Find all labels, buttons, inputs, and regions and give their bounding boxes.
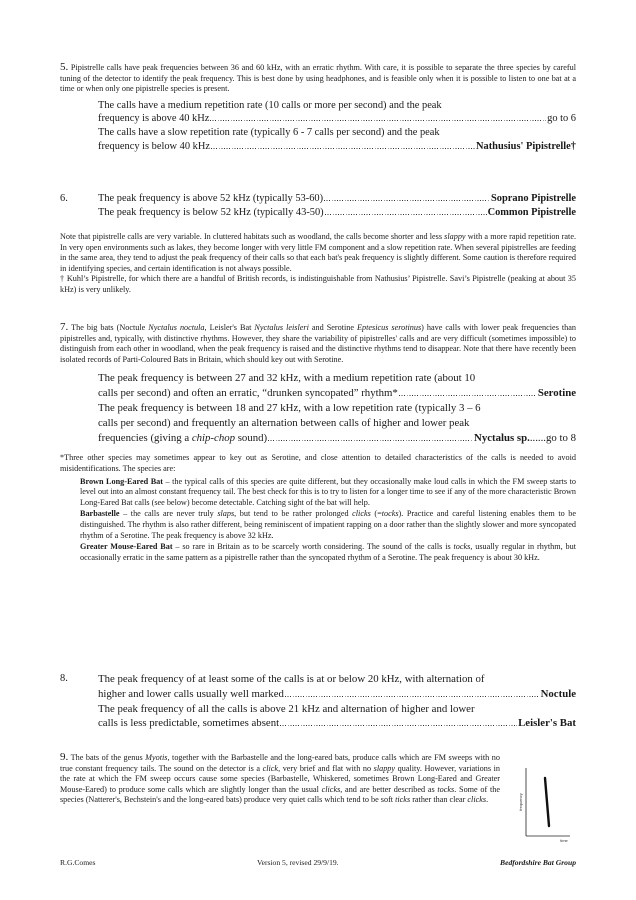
dot-leader <box>280 725 517 726</box>
frequency-axis-label: frequency <box>518 793 523 811</box>
italic-run: clicks <box>352 509 371 519</box>
option-text: The peak frequency is below 52 kHz (typically 43-50) <box>98 206 324 218</box>
species-term: Barbastelle <box>80 509 120 519</box>
couplet-number: 7. <box>60 321 69 333</box>
footer-author: R.G.Comes <box>60 858 96 867</box>
option-result: Nyctalus sp.......go to 8 <box>474 431 576 444</box>
couplet-7 <box>60 322 576 564</box>
bold-run: Nathusius' Pipistrelle† <box>476 140 576 152</box>
species-description: – the typical calls of this species are quite different, but they occasionally make loud calls in which the FM sweep starts to level out into an almost constant frequency tail. The best check for this is to try to listen for a longer time to see if any of the more characteristic Brown Long-Eared Bat calls (see below) become detectable. Catching sight of the bat will help. <box>80 476 577 507</box>
couplet-7-options <box>60 371 576 445</box>
couplet-7-intro <box>60 322 576 365</box>
spectrogram-sketch <box>516 764 572 844</box>
bold-run: Soprano Pipistrelle <box>491 193 576 204</box>
note-paragraph: Note that pipistrelle calls are very variable. In cluttered habitats such as woodland, the calls become shorter and less slappy with a more rapid repetition rate. In very open environments such as lakes, they become longer with very little FM component and a slow repetition rate. When several pipistrelles are feeding in the same area, they tend to adjust the peak frequency of their calls so that each bat's peak frequency is slightly different. Some caution is therefore required in identifying species, and certain identification is not always possible. <box>60 232 576 273</box>
couplet-6-options <box>98 192 576 219</box>
couplet-7-body: The big bats (Noctule Nyctalus noctula, Leisler's Bat Nyctalus leisleri and Serotine Eptesicus serotinus) have calls with lower peak frequencies than pipistrelles and, typically, with distinctive rhythms. However, they share the variability of pipistrelles' calls and are very difficult (sometimes impossible) to distinguish from each other in woodland, when the peak frequency is raised and the distinctive rhythms tend to disappear. Note that there have recently been isolated records of Parti-Coloured Bats in Britain, which should key out with Serotine. <box>60 323 577 364</box>
italic-run: tocks <box>381 509 399 519</box>
option-text: calls per second) and frequently an alternation between calls of higher and lower peak <box>98 416 470 429</box>
option-result <box>541 687 576 702</box>
option-text: The peak frequency is between 27 and 32 kHz, with a medium repetition rate (about 10 <box>98 372 476 385</box>
kuhls-note: † Kuhl’s Pipistrelle, for which there are a handful of British records, is indistinguishable from Nathusius’ Pipistrelle. Savi’s Pipistrelle (peaking at about 35 kHz) is very unlikely. <box>60 274 576 294</box>
species-item <box>80 477 576 509</box>
couplet-8 <box>60 672 576 731</box>
couplet-number: 5. <box>60 61 69 73</box>
couplet-number: 6. <box>60 193 68 204</box>
option-result <box>476 140 576 154</box>
dot-leader <box>324 200 490 201</box>
key-lead-line <box>98 386 576 401</box>
option-text: The peak frequency is above 52 kHz (typically 53-60) <box>98 193 324 204</box>
species-term: Brown Long-Eared Bat <box>80 476 163 486</box>
bold-run: Serotine <box>537 387 576 400</box>
dot-leader <box>399 395 537 396</box>
dot-leader <box>210 120 546 121</box>
couplet-6-row <box>60 192 576 219</box>
italic-run: slaps <box>217 509 235 519</box>
couplet-5-intro <box>60 62 576 95</box>
species-list <box>60 477 576 564</box>
bold-run: Leisler's Bat <box>518 717 576 730</box>
option-result <box>491 192 576 206</box>
footer-version: Version 5, revised 29/9/19. <box>256 858 339 867</box>
italic-run: slappy <box>373 763 396 773</box>
italic-run: Nyctalus leisleri <box>254 323 309 332</box>
option-text: frequency is above 40 kHz <box>98 113 210 125</box>
couplet-5 <box>60 62 576 153</box>
italic-run: Eptesicus serotinus <box>357 323 422 332</box>
couplet-9-text: The bats of the genus Myotis, together with the Barbastelle and the long-eared bats, produce calls which are FM sweeps with no true constant frequency tails. The sound on the detector is a click, very brief and flat with no slappy quality. However, variations in the rate at which the FM sweep occurs cause some species (Barbastelle, Whiskered, sometimes Brown Long-Eared and Greater Mouse-Eared) to produce some calls which are slightly longer than the usual clicks, and are better described as tocks. Some of the species (Natterer's, Bechstein's and the long-eared bats) produce very quiet calls which tend to be soft ticks rather than clear clicks. <box>60 753 500 805</box>
couplet-5-body: Pipistrelle calls have peak frequencies between 36 and 60 kHz, with an erratic rhythm. With care, it is possible to separate the three species by careful tuning of the detector to identify the peak frequency. This is best done by using headphones, and is feasible only when it is possible to listen to one bat at a time or when only one pipistrelle species is present. <box>60 63 577 94</box>
option-text: The peak frequency of at least some of the calls is at or below 20 kHz, with alternation of <box>98 673 485 685</box>
page-footer <box>60 858 576 867</box>
species-item <box>80 509 576 541</box>
italic-run: slappy <box>444 232 466 241</box>
option-text: higher and lower calls usually well marked <box>98 687 284 700</box>
option-text: The calls have a slow repetition rate (typically 6 - 7 calls per second) and the peak <box>98 126 440 138</box>
italic-run: Myotis <box>145 753 168 762</box>
bold-run: Noctule <box>540 687 576 700</box>
option-text: The peak frequency of all the calls is above 21 kHz and alternation of higher and lower <box>98 702 475 715</box>
species-term: Greater Mouse-Eared Bat <box>80 542 173 552</box>
serotine-footnote: *Three other species may sometimes appear to key out as Serotine, and close attention to detailed characteristics of the calls is needed to avoid misidentifications. The species are: <box>60 453 576 473</box>
species-description: – so rare in Britain as to be scarcely worth considering. The sound of the calls is tocks, usually regular in rhythm, but occasionally erratic in the same pattern as a pipistrelle rather than the syncopated rhythm of a Serotine. The peak frequency is about 30 kHz. <box>80 542 576 562</box>
couplet-number: 8. <box>60 673 68 684</box>
option-result <box>538 386 576 401</box>
italic-run: ticks <box>395 795 411 805</box>
key-lead-line <box>98 716 576 731</box>
option-text: calls is less predictable, sometimes absent <box>98 717 280 730</box>
couplet-5-options <box>60 99 576 153</box>
footer-organisation: Bedfordshire Bat Group <box>500 858 576 867</box>
key-lead-line <box>98 206 576 220</box>
dot-leader <box>325 214 487 215</box>
key-lead-line <box>98 192 576 206</box>
couplet-number: 9. <box>60 751 69 763</box>
italic-run: click <box>262 763 279 773</box>
option-result <box>488 206 576 220</box>
key-lead-line <box>98 431 576 446</box>
italic-run: tocks <box>453 542 471 552</box>
key-lead-line <box>98 140 576 154</box>
time-axis-label: time <box>560 838 568 843</box>
pipistrelle-note <box>60 232 576 296</box>
dot-leader <box>268 440 473 441</box>
option-result <box>518 716 576 731</box>
dot-leader <box>211 148 475 149</box>
key-lead-line <box>98 687 576 702</box>
italic-run: clicks <box>467 795 487 805</box>
spectrogram-svg <box>516 764 572 844</box>
fm-sweep-trace <box>545 778 549 826</box>
option-result: go to 6 <box>547 113 576 125</box>
option-text: calls per second) and often an erratic, “drunken syncopated” rhythm* <box>98 387 398 400</box>
dot-leader <box>285 696 540 697</box>
option-text: frequencies (giving a chip-chop sound) <box>98 431 268 444</box>
option-text: The peak frequency is between 18 and 27 kHz, with a low repetition rate (typically 3 – 6 <box>98 401 481 414</box>
italic-run: Nyctalus noctula <box>148 323 205 332</box>
option-text: frequency is below 40 kHz <box>98 140 210 152</box>
couplet-9 <box>60 752 500 806</box>
species-item <box>80 542 576 563</box>
italic-run: clicks <box>321 784 341 794</box>
species-description: – the calls are never truly slaps, but tend to be rather prolonged clicks (=tocks). Practice and careful listening enables them to be distinguished. The rhythm is also rather different, being reminiscent of impatient rapping on a door rather than the slightly slower and more syncopated rhythm of a Serotine. The peak frequency is above 32 kHz. <box>80 509 576 540</box>
bold-run: Nyctalus sp. <box>474 431 530 444</box>
key-lead-line <box>98 112 576 126</box>
italic-run: tocks <box>437 784 455 794</box>
couplet-8-options <box>98 672 576 731</box>
option-text: The calls have a medium repetition rate (10 calls or more per second) and the peak <box>98 99 442 111</box>
couplet-8-row <box>60 672 576 731</box>
italic-run: chip-chop <box>191 431 236 444</box>
bold-run: Common Pipistrelle <box>487 206 576 218</box>
couplet-6 <box>60 192 576 219</box>
couplet-9-body <box>60 752 500 806</box>
